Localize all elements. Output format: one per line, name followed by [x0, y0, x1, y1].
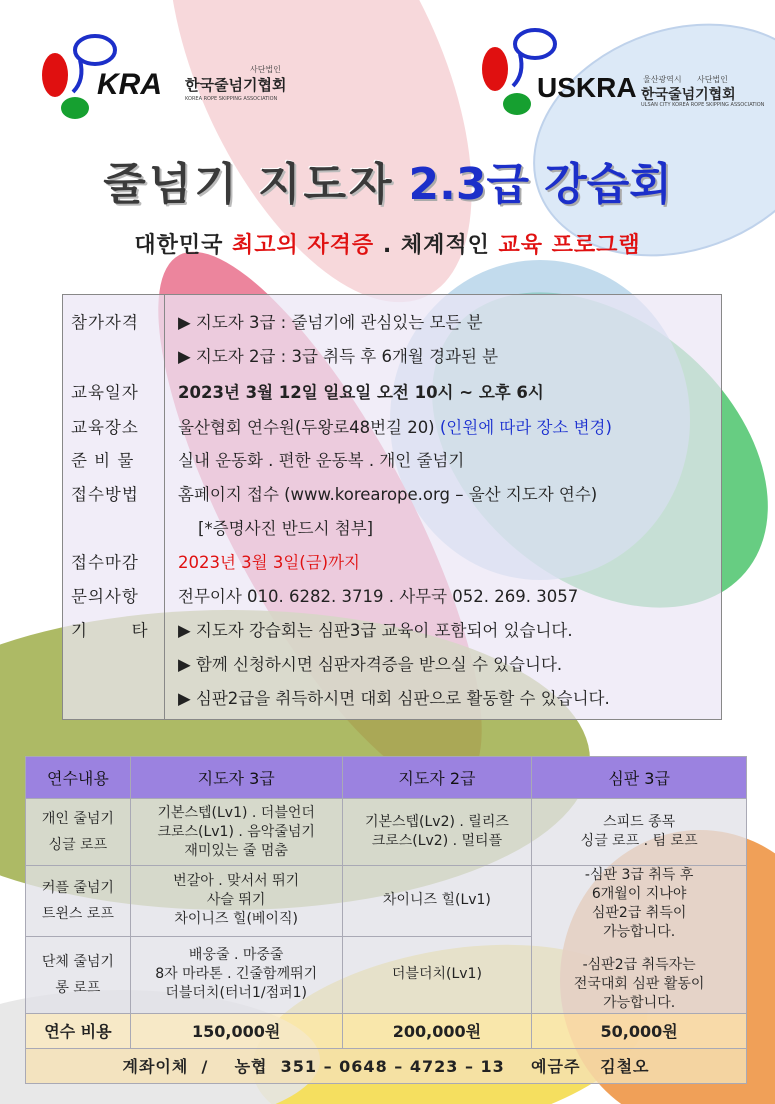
row1-judge3 — [532, 799, 747, 866]
row1-judge3-2: 싱글 로프 . 팀 로프 — [580, 833, 698, 849]
fee-row — [26, 1014, 747, 1049]
row2-label-2: 트윈스 로프 — [41, 905, 114, 922]
kra-tag: 사단법인 — [250, 65, 281, 74]
judge-note-a4: 가능합니다. — [603, 924, 676, 940]
date-value: 2023년 3월 12일 일요일 오전 10시 ~ 오후 6시 — [178, 383, 544, 402]
row3-coach3 — [130, 936, 342, 1013]
subtitle — [0, 228, 775, 259]
fee-coach3: 150,000원 — [130, 1014, 342, 1049]
row3-label-2: 롱 로프 — [55, 979, 101, 996]
etc-3: ▶ 심판2급을 취득하시면 대회 심판으로 활동할 수 있습니다. — [178, 689, 610, 708]
row2-coach3 — [130, 866, 342, 937]
judge-note-a3: 심판2급 취득이 — [591, 905, 687, 921]
row2-coach3-2: 사슬 뛰기 — [206, 892, 266, 909]
table-row — [26, 799, 747, 866]
row1-coach3 — [130, 799, 342, 866]
info-row-qualification-2 — [63, 337, 721, 369]
row1-judge3-1: 스피드 종목 — [603, 814, 676, 830]
apply-value: 홈페이지 접수 (www.korearope.org – 울산 지도자 연수) — [178, 485, 598, 504]
kra-logo — [35, 30, 295, 125]
row2-coach2: 차이니즈 힐(Lv1) — [342, 866, 532, 937]
fee-coach2: 200,000원 — [342, 1014, 532, 1049]
fee-judge3: 50,000원 — [532, 1014, 747, 1049]
bank-account: 계좌이체 / 농협 351 – 0648 – 4723 – 13 예금주 김철오 — [26, 1049, 747, 1084]
judge-note-a1: -심판 3급 취득 후 — [584, 867, 694, 883]
table-row — [26, 866, 747, 937]
title-highlight: 2.3급 강습회 — [408, 159, 672, 210]
kra-abbr: KRA — [97, 68, 162, 101]
row1-coach3-2: 크로스(Lv1) . 음악줄넘기 — [157, 823, 315, 840]
uskra-name: 한국줄넘기협회 — [641, 87, 736, 103]
row3-coach3-1: 배웅줄 . 마중줄 — [188, 947, 284, 964]
row2-label — [26, 866, 131, 937]
table-header-row — [26, 757, 747, 799]
info-row-apply — [63, 475, 721, 507]
info-row-apply-note — [63, 509, 721, 541]
etc-2: ▶ 함께 신청하시면 심판자격증을 받으실 수 있습니다. — [178, 655, 563, 674]
row3-coach3-3: 더블더치(터너1/점퍼1) — [165, 985, 307, 1002]
judge-note-a2: 6개월이 지나야 — [591, 886, 687, 902]
uskra-tag-city: 울산광역시 — [643, 75, 682, 84]
prep-value: 실내 운동화 . 편한 운동복 . 개인 줄넘기 — [178, 451, 465, 470]
deadline-label: 접수마감 — [71, 553, 139, 572]
info-box — [62, 294, 722, 720]
info-row-etc-2 — [63, 645, 721, 677]
etc-label: 기 타 — [71, 621, 149, 640]
judge-note-b3: 가능합니다. — [603, 995, 676, 1011]
title-main: 줄넘기 지도자 — [103, 159, 395, 210]
deadline-value: 2023년 3월 3일(금) — [178, 553, 329, 572]
info-row-deadline — [63, 543, 721, 575]
row1-coach2 — [342, 799, 532, 866]
date-label: 교육일자 — [71, 383, 139, 402]
kra-name: 한국줄넘기협회 — [185, 76, 287, 94]
page-title — [0, 148, 775, 212]
row1-coach3-3: 재미있는 줄 멈춤 — [184, 842, 288, 859]
etc-1: ▶ 지도자 강습회는 심판3급 교육이 포함되어 있습니다. — [178, 621, 573, 640]
info-row-prep — [63, 441, 721, 473]
bank-row — [26, 1049, 747, 1084]
info-row-qualification — [63, 303, 721, 335]
row2-coach3-1: 번갈아 . 맞서서 뛰기 — [173, 873, 300, 890]
row2-label-1: 커플 줄넘기 — [41, 879, 114, 896]
contact-value: 전무이사 010. 6282. 3719 . 사무국 052. 269. 3057 — [178, 587, 579, 606]
row3-coach2: 더블더치(Lv1) — [342, 936, 532, 1013]
header-coach3: 지도자 3급 — [130, 757, 342, 799]
row1-label-2: 싱글 로프 — [48, 837, 108, 853]
fee-label: 연수 비용 — [26, 1014, 131, 1049]
uskra-abbr: USKRA — [537, 72, 637, 103]
info-row-date — [63, 373, 721, 405]
info-row-etc — [63, 611, 721, 643]
row1-coach2-2: 크로스(Lv2) . 멀티플 — [371, 833, 503, 849]
qualification-1: ▶ 지도자 3급 : 줄넘기에 관심있는 모든 분 — [178, 313, 483, 332]
place-label: 교육장소 — [71, 418, 139, 437]
header-content: 연수내용 — [26, 757, 131, 799]
row1-label — [26, 799, 131, 866]
kra-sub: KOREA ROPE SKIPPING ASSOCIATION — [185, 96, 278, 102]
apply-note: [*증명사진 반드시 첨부] — [198, 519, 374, 538]
subtitle-part3: . 체계적인 — [374, 233, 499, 258]
deadline-wrap — [178, 549, 360, 573]
info-row-etc-3 — [63, 679, 721, 711]
deadline-suffix: 까지 — [328, 553, 360, 572]
info-row-contact — [63, 577, 721, 609]
header-coach2: 지도자 2급 — [342, 757, 532, 799]
qualification-2: ▶ 지도자 2급 : 3급 취득 후 6개월 경과된 분 — [178, 347, 499, 366]
row1-coach3-1: 기본스텝(Lv1) . 더블언더 — [157, 804, 315, 821]
header-judge3: 심판 3급 — [532, 757, 747, 799]
judge3-notes — [532, 866, 747, 1014]
uskra-sub: ULSAN CITY KOREA ROPE SKIPPING ASSOCIATION — [641, 102, 765, 108]
qualification-label: 참가자격 — [71, 313, 139, 332]
contact-label: 문의사항 — [71, 587, 139, 606]
place-value-wrap — [178, 414, 612, 438]
row1-coach2-1: 기본스텝(Lv2) . 릴리즈 — [364, 814, 509, 830]
place-value: 울산협회 연수원(두왕로48번길 20) — [178, 418, 435, 437]
judge-note-b2: 전국대회 심판 활동이 — [573, 976, 705, 992]
row3-label — [26, 936, 131, 1013]
subtitle-part1: 대한민국 — [134, 233, 232, 258]
subtitle-part4: 교육 프로그램 — [498, 233, 641, 258]
uskra-logo — [475, 22, 765, 122]
judge-note-b1: -심판2급 취득자는 — [582, 957, 696, 973]
row3-label-1: 단체 줄넘기 — [41, 953, 114, 970]
curriculum-table — [25, 756, 747, 1084]
apply-label: 접수방법 — [71, 485, 139, 504]
place-note: (인원에 따라 장소 변경) — [439, 418, 612, 437]
row2-coach3-3: 차이니즈 힐(베이직) — [174, 911, 298, 928]
row3-coach3-2: 8자 마라톤 . 긴줄함께뛰기 — [155, 966, 318, 983]
judge-note-spacer — [532, 942, 746, 956]
prep-label: 준 비 물 — [71, 451, 135, 470]
info-row-place — [63, 408, 721, 440]
row1-label-1: 개인 줄넘기 — [41, 811, 114, 827]
subtitle-part2: 최고의 자격증 — [231, 233, 375, 258]
uskra-tag: 사단법인 — [697, 75, 728, 84]
